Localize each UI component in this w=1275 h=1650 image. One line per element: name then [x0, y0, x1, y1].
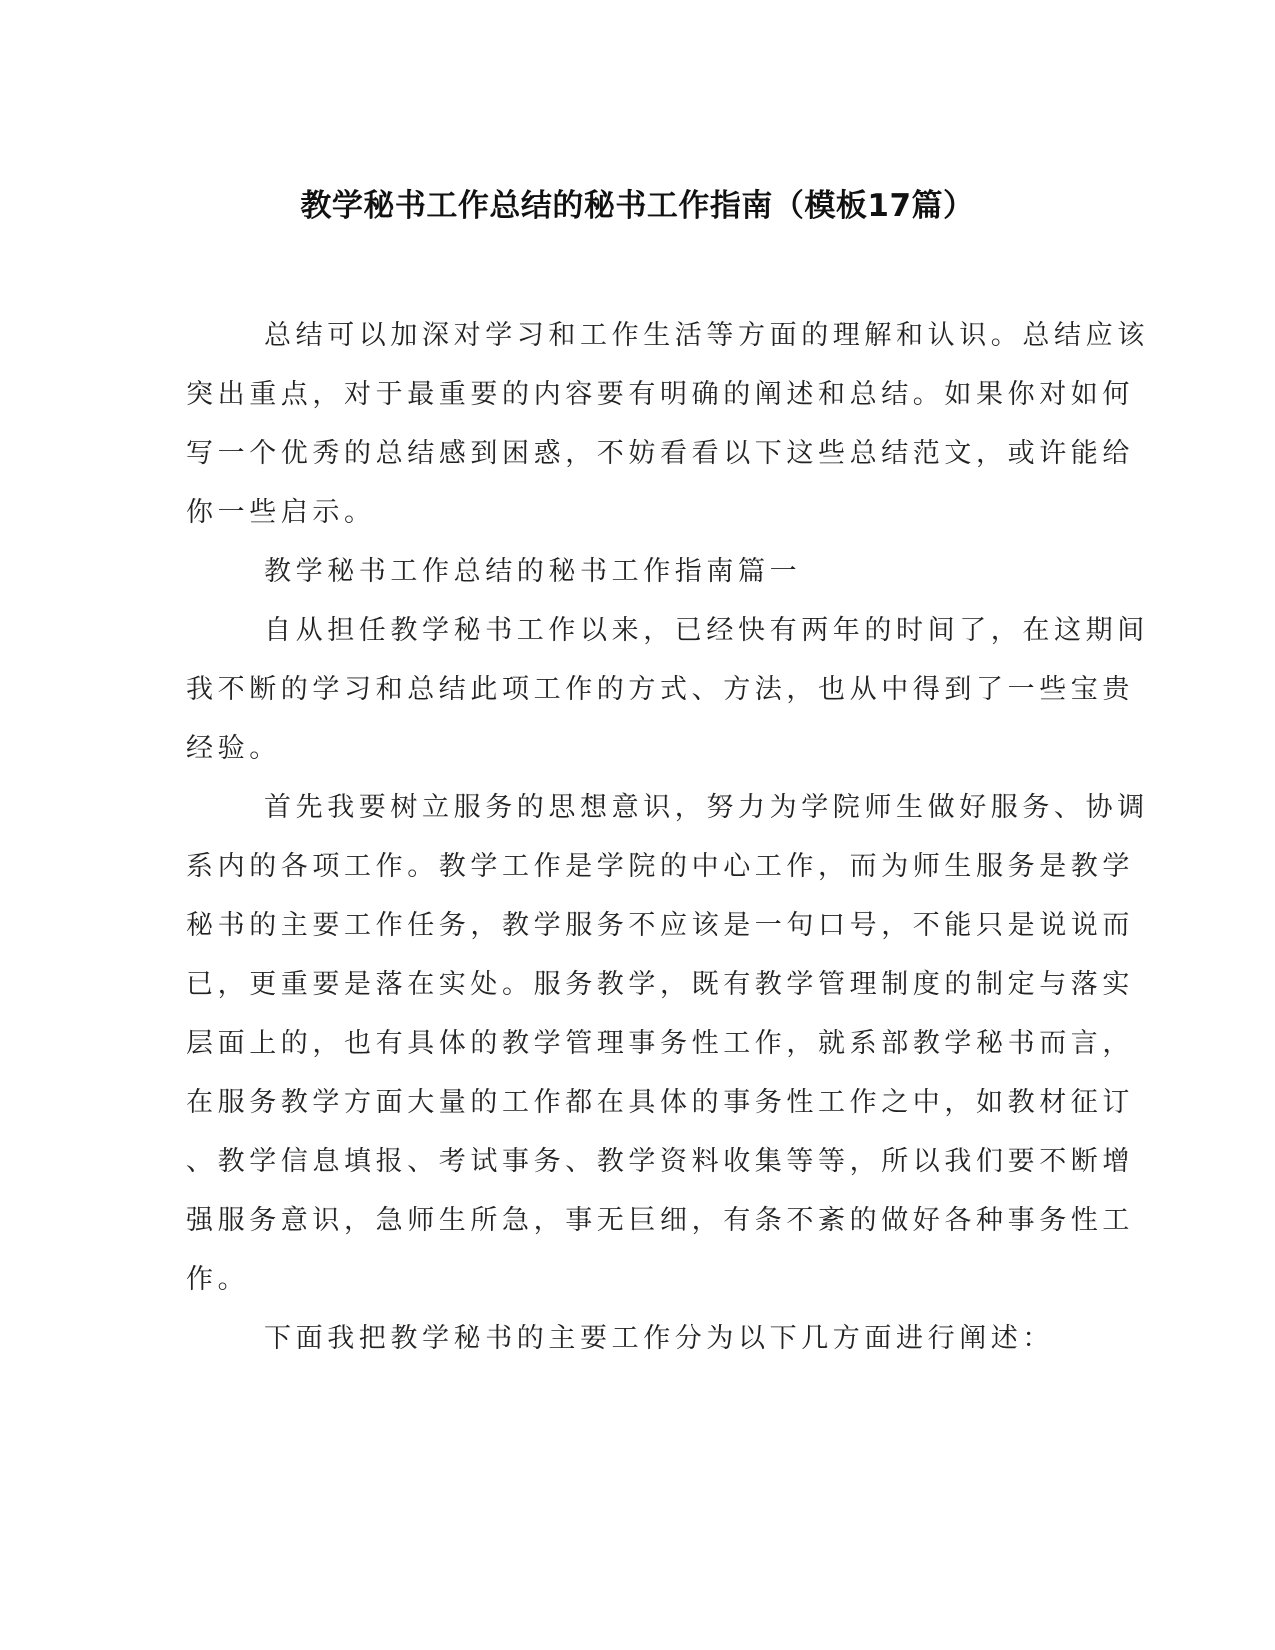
paragraph-line: 自从担任教学秘书工作以来，已经快有两年的时间了，在这期间	[264, 615, 1149, 646]
paragraph-line: 在服务教学方面大量的工作都在具体的事务性工作之中，如教材征订	[186, 1087, 1134, 1118]
section-heading: 教学秘书工作总结的秘书工作指南篇一	[264, 556, 802, 587]
paragraph-line: 已，更重要是落在实处。服务教学，既有教学管理制度的制定与落实	[186, 969, 1134, 1000]
paragraph-line: 经验。	[186, 733, 281, 764]
paragraph-line: 我不断的学习和总结此项工作的方式、方法，也从中得到了一些宝贵	[186, 674, 1134, 705]
paragraph-line: 首先我要树立服务的思想意识，努力为学院师生做好服务、协调	[264, 792, 1149, 823]
paragraph-line: 你一些启示。	[186, 497, 376, 528]
paragraph-line: 总结可以加深对学习和工作生活等方面的理解和认识。总结应该	[264, 320, 1149, 351]
paragraph-line: 写一个优秀的总结感到困惑，不妨看看以下这些总结范文，或许能给	[186, 438, 1134, 469]
paragraph-line: 下面我把教学秘书的主要工作分为以下几方面进行阐述：	[264, 1323, 1054, 1354]
paragraph-line: 、教学信息填报、考试事务、教学资料收集等等，所以我们要不断增	[186, 1146, 1134, 1177]
paragraph-line: 层面上的，也有具体的教学管理事务性工作，就系部教学秘书而言，	[186, 1028, 1134, 1059]
document-title: 教学秘书工作总结的秘书工作指南（模板17篇）	[300, 188, 975, 224]
paragraph-line: 突出重点，对于最重要的内容要有明确的阐述和总结。如果你对如何	[186, 379, 1134, 410]
paragraph-line: 作。	[186, 1264, 250, 1295]
paragraph-line: 强服务意识，急师生所急，事无巨细，有条不紊的做好各种事务性工	[186, 1205, 1134, 1236]
paragraph-line: 秘书的主要工作任务，教学服务不应该是一句口号，不能只是说说而	[186, 910, 1134, 941]
paragraph-line: 系内的各项工作。教学工作是学院的中心工作，而为师生服务是教学	[186, 851, 1134, 882]
